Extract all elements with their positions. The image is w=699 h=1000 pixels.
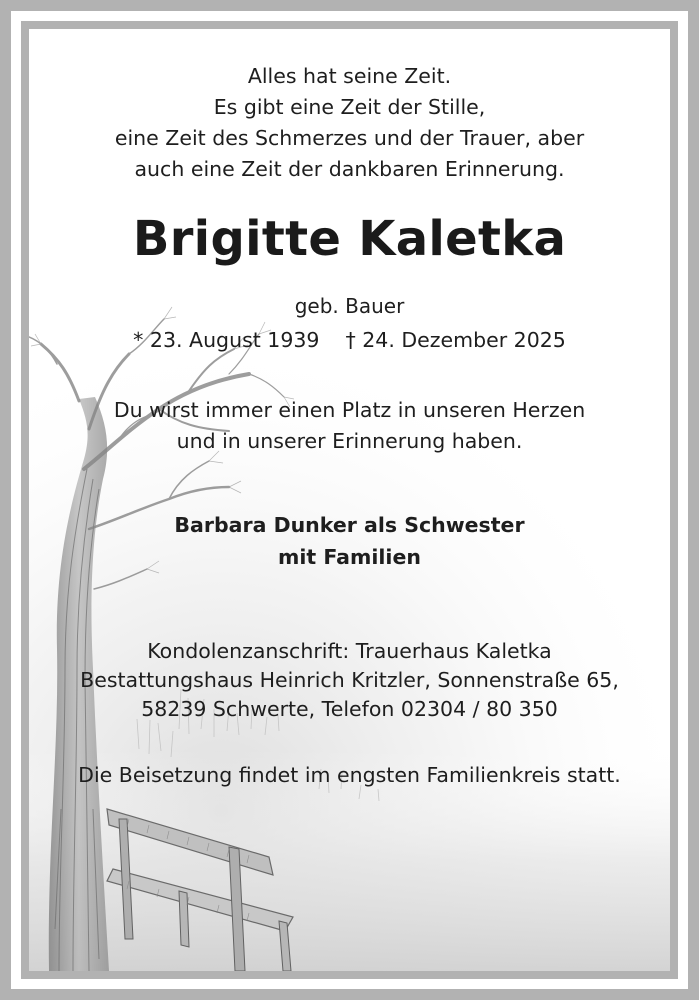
motto-line: Es gibt eine Zeit der Stille, [213, 95, 486, 119]
burial-notice: Die Beisetzung findet im engsten Familienkreis statt. [78, 763, 621, 787]
life-dates [29, 325, 670, 356]
birth-date: * 23. August 1939 [133, 328, 320, 352]
address-line: Bestattungshaus Heinrich Kritzler, Sonnenstraße 65, [80, 668, 619, 692]
death-date: † 24. Dezember 2025 [345, 328, 566, 352]
motto-line: auch eine Zeit der dankbaren Erinnerung. [134, 157, 565, 181]
inner-frame [21, 21, 678, 979]
address-line: 58239 Schwerte, Telefon 02304 / 80 350 [141, 697, 558, 721]
motto-line: eine Zeit des Schmerzes und der Trauer, aber [114, 126, 585, 150]
motto-line: Alles hat seine Zeit. [247, 64, 452, 88]
farewell-message [29, 395, 670, 457]
condolence-address [29, 637, 670, 724]
mourners-signature [29, 509, 670, 573]
farewell-line: und in unserer Erinnerung haben. [176, 429, 523, 453]
farewell-line: Du wirst immer einen Platz in unseren Herzen [113, 398, 586, 422]
maiden-name: geb. Bauer [294, 294, 405, 318]
mourner-line: Barbara Dunker als Schwester [174, 513, 525, 537]
address-line: Kondolenzanschrift: Trauerhaus Kaletka [147, 639, 552, 663]
motto-verse [29, 61, 670, 185]
mourner-line: mit Familien [278, 545, 421, 569]
deceased-name: Brigitte Kaletka [132, 211, 567, 267]
